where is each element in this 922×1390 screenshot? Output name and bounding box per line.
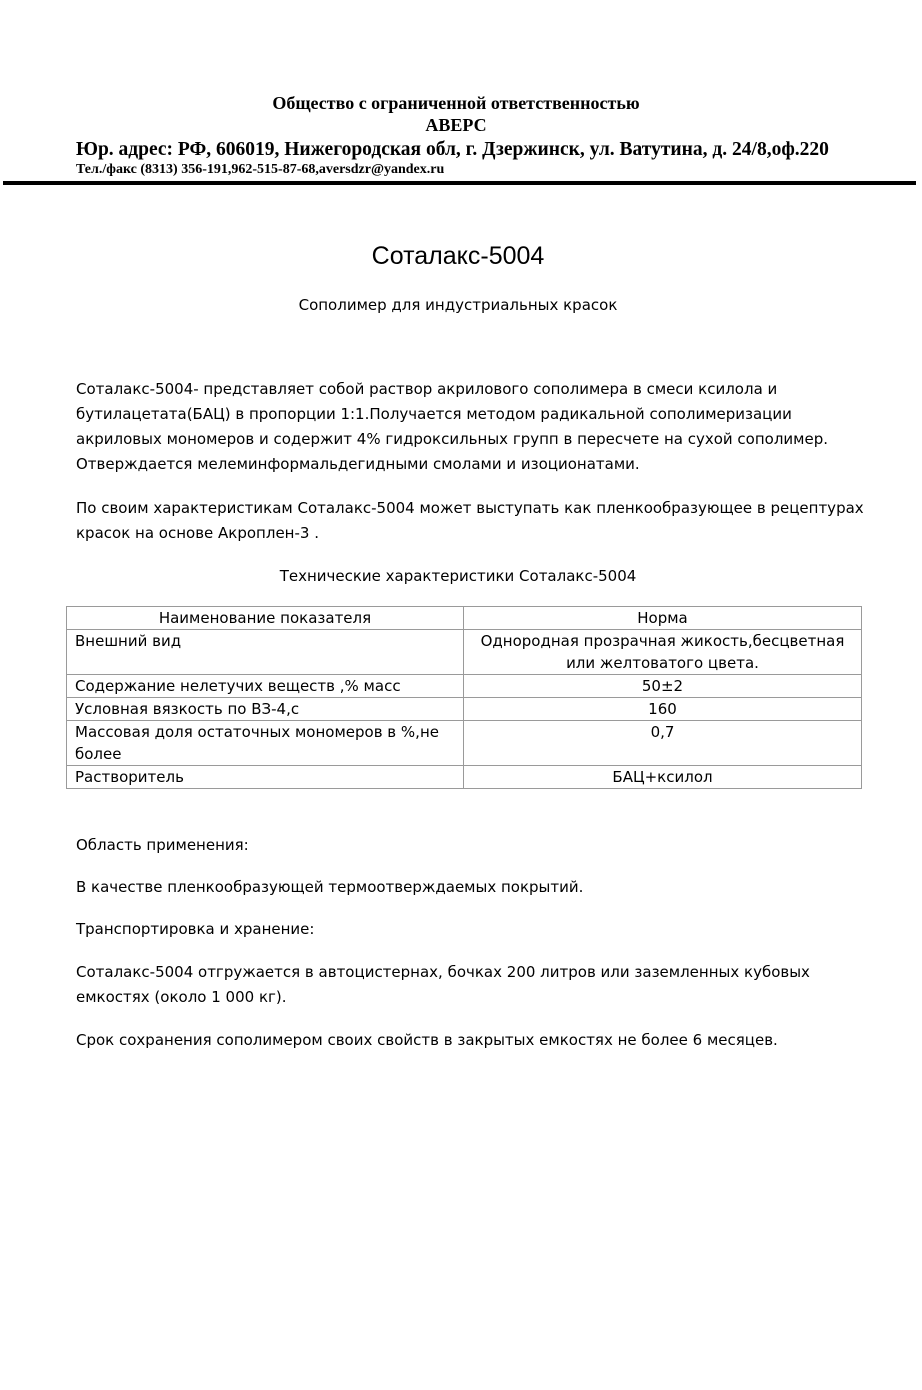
row-norm-cell: Однородная прозрачная жикость,бесцветная или желтоватого цвета. bbox=[464, 630, 862, 675]
row-name-cell: Внешний вид bbox=[67, 630, 464, 675]
table-row bbox=[67, 630, 862, 675]
company-brand: АВЕРС bbox=[425, 115, 487, 135]
characteristics-paragraph: По своим характеристикам Соталакс-5004 может выступать как пленкообразующее в рецептурах красок на основе Акроплен-3 . bbox=[76, 499, 864, 542]
letterhead-divider bbox=[3, 181, 916, 185]
table-row bbox=[67, 721, 862, 766]
table-row bbox=[67, 675, 862, 698]
shelf-life-text: Срок сохранения сополимером своих свойств в закрытых емкостях не более 6 месяцев. bbox=[76, 1031, 778, 1049]
column-header-norm: Норма bbox=[464, 607, 862, 630]
table-row bbox=[67, 766, 862, 789]
table-header-row bbox=[67, 607, 862, 630]
row-norm-cell: 160 bbox=[464, 698, 862, 721]
spec-table bbox=[66, 606, 862, 789]
row-norm-cell: БАЦ+ксилол bbox=[464, 766, 862, 789]
row-name-cell: Растворитель bbox=[67, 766, 464, 789]
table-row bbox=[67, 698, 862, 721]
application-heading: Область применения: bbox=[76, 836, 249, 854]
row-name-cell: Условная вязкость по ВЗ-4,с bbox=[67, 698, 464, 721]
table-caption: Технические характеристики Соталакс-5004 bbox=[279, 567, 637, 585]
document-subtitle: Сополимер для индустриальных красок bbox=[298, 296, 618, 314]
application-text: В качестве пленкообразующей термоотверждаемых покрытий. bbox=[76, 878, 584, 896]
legal-address: Юр. адрес: РФ, 606019, Нижегородская обл, г. Дзержинск, ул. Ватутина, д. 24/8,оф.220 bbox=[76, 139, 829, 160]
document-title: Соталакс-5004 bbox=[371, 242, 545, 270]
row-norm-cell: 0,7 bbox=[464, 721, 862, 766]
intro-paragraph: Соталакс-5004- представляет собой раствор акрилового сополимера в смеси ксилола и бутилацетата(БАЦ) в пропорции 1:1.Получается методом радикальной сополимеризации акриловых мономеров и содержит 4% гидроксильных групп в пересчете на сухой сополимер. Отверждается мелеминформальдегидными смолами и изоционатами. bbox=[76, 380, 828, 473]
contact-info: Тел./факс (8313) 356-191,962-515-87-68,aversdzr@yandex.ru bbox=[76, 162, 445, 177]
transport-text: Соталакс-5004 отгружается в автоцистернах, бочках 200 литров или заземленных кубовых емкостях (около 1 000 кг). bbox=[76, 963, 810, 1006]
letterhead bbox=[0, 92, 922, 177]
transport-heading: Транспортировка и хранение: bbox=[76, 920, 315, 938]
row-name-cell: Содержание нелетучих веществ ,% масс bbox=[67, 675, 464, 698]
column-header-name: Наименование показателя bbox=[67, 607, 464, 630]
row-name-cell: Массовая доля остаточных мономеров в %,не более bbox=[67, 721, 464, 766]
row-norm-cell: 50±2 bbox=[464, 675, 862, 698]
company-name: Общество с ограниченной ответственностью bbox=[272, 93, 640, 113]
